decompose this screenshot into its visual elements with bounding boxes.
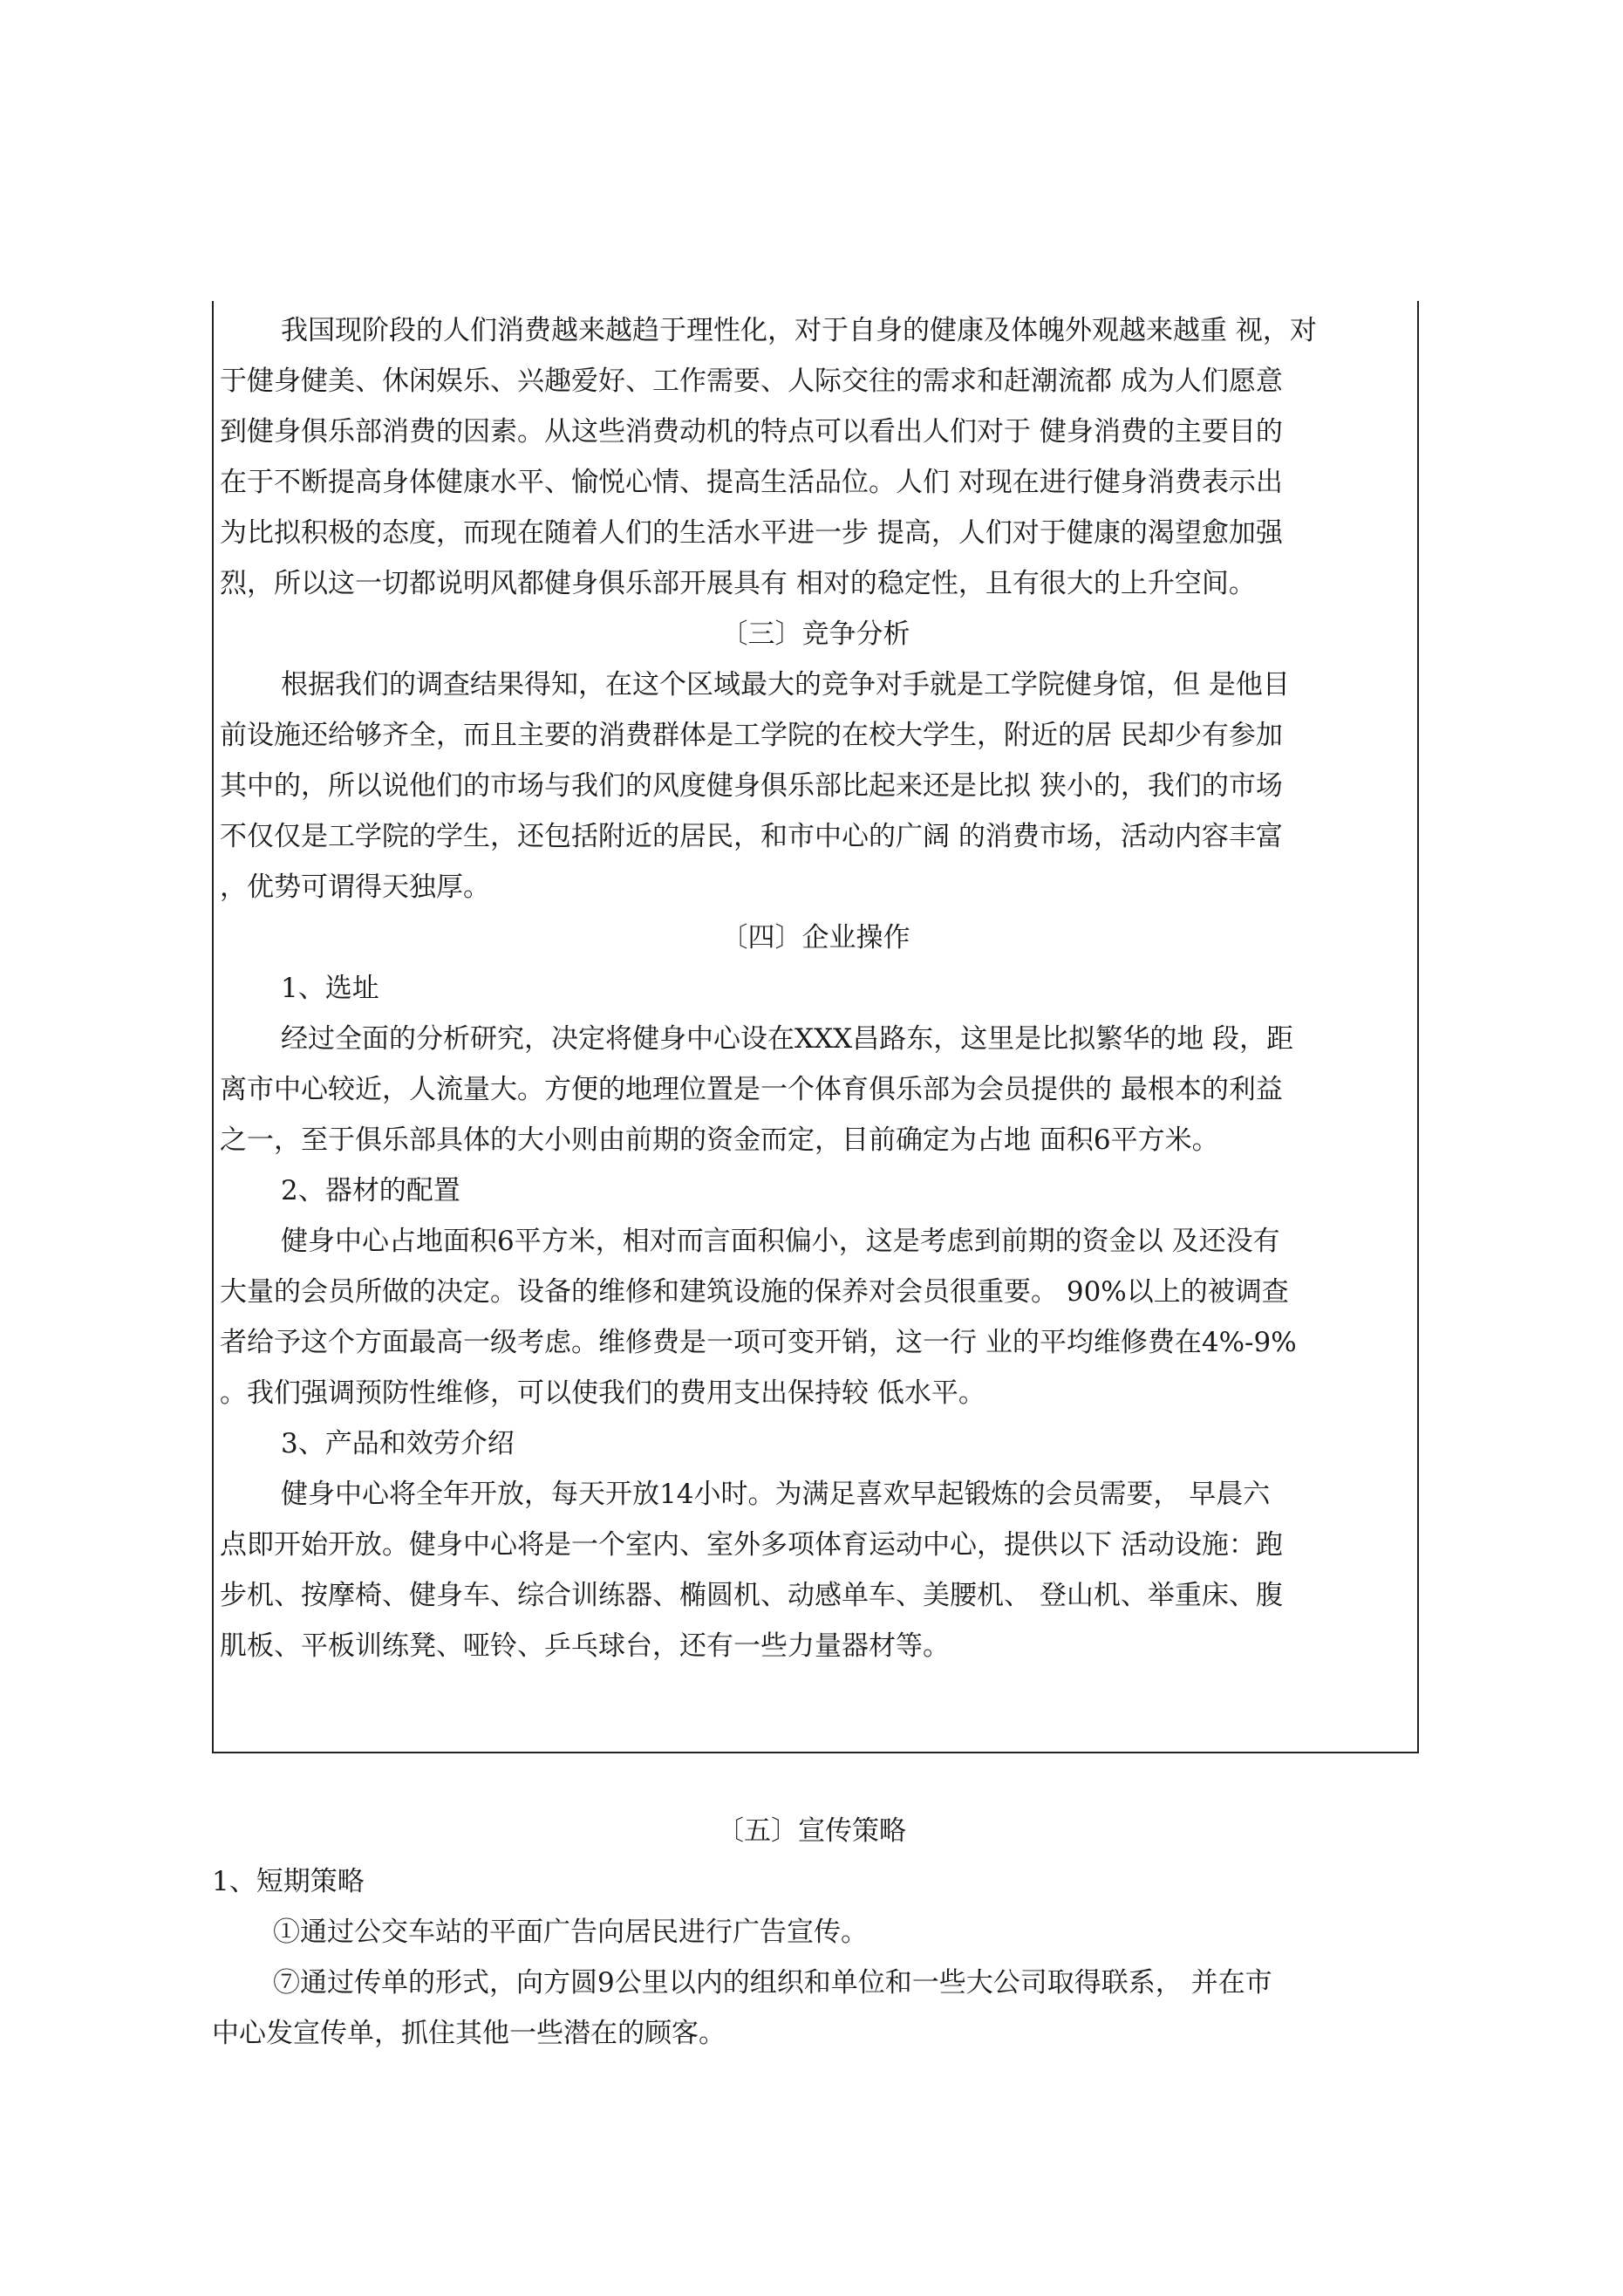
subheading-products-services: 3、产品和效劳介绍	[281, 1428, 515, 1459]
section-heading-promotion: 〔五〕宣传策略	[717, 1815, 906, 1847]
paragraph-5-line: 点即开始开放。健身中心将是一个室内、室外多项体育运动中心，提供以下 活动设施：跑	[220, 1529, 1283, 1561]
paragraph-3-line: 离市中心较近，人流量大。方便的地理位置是一个体育俱乐部为会员提供的 最根本的利益	[220, 1074, 1283, 1105]
paragraph-4-line: 大量的会员所做的决定。设备的维修和建筑设施的保养对会员很重要。 90%以上的被调查	[220, 1276, 1289, 1308]
paragraph-4-line: 。我们强调预防性维修，可以使我们的费用支出保持较 低水平。	[220, 1377, 985, 1409]
paragraph-5-line: 健身中心将全年开放，每天开放14小时。为满足喜欢早起锻炼的会员需要， 早晨六	[281, 1479, 1271, 1510]
promotion-item-1: ①通过公交车站的平面广告向居民进行广告宣传。	[273, 1917, 868, 1948]
paragraph-1-line: 到健身俱乐部消费的因素。从这些消费动机的特点可以看出人们对于 健身消费的主要目的	[220, 416, 1283, 448]
subheading-equipment: 2、器材的配置	[281, 1175, 460, 1206]
promotion-item-2-line: 中心发宣传单，抓住其他一些潜在的顾客。	[212, 2018, 726, 2049]
paragraph-1-line: 烈，所以这一切都说明风都健身俱乐部开展具有 相对的稳定性，且有很大的上升空间。	[220, 568, 1256, 599]
paragraph-2-line: 其中的，所以说他们的市场与我们的风度健身俱乐部比起来还是比拟 狭小的，我们的市场	[220, 770, 1283, 802]
paragraph-5-line: 步机、按摩椅、健身车、综合训练器、椭圆机、动感单车、美腰机、 登山机、举重床、腹	[220, 1580, 1283, 1611]
section-heading-operations: 〔四〕企业操作	[720, 922, 910, 953]
paragraph-3-line: 之一，至于俱乐部具体的大小则由前期的资金而定，目前确定为占地 面积6平方米。	[220, 1124, 1219, 1156]
paragraph-1-line: 为比拟积极的态度，而现在随着人们的生活水平进一步 提高，人们对于健康的渴望愈加强	[220, 517, 1283, 549]
paragraph-2-line: 不仅仅是工学院的学生，还包括附近的居民，和市中心的广阔 的消费市场，活动内容丰富	[220, 821, 1283, 852]
subheading-short-term: 1、短期策略	[212, 1866, 365, 1897]
paragraph-2-line: ，优势可谓得天独厚。	[220, 871, 490, 903]
bordered-text-box	[212, 301, 1419, 1753]
promotion-item-2-line: ⑦通过传单的形式，向方圆9公里以内的组织和单位和一些大公司取得联系， 并在市	[273, 1967, 1272, 1999]
paragraph-4-line: 健身中心占地面积6平方米，相对而言面积偏小，这是考虑到前期的资金以 及还没有	[281, 1226, 1280, 1257]
section-heading-competition: 〔三〕竞争分析	[720, 618, 910, 650]
subheading-site: 1、选址	[281, 973, 379, 1004]
paragraph-1-line: 在于不断提高身体健康水平、愉悦心情、提高生活品位。人们 对现在进行健身消费表示出	[220, 467, 1283, 498]
paragraph-3-line: 经过全面的分析研究，决定将健身中心设在XXX昌路东，这里是比拟繁华的地 段，距	[281, 1023, 1294, 1055]
paragraph-1-line: 我国现阶段的人们消费越来越趋于理性化，对于自身的健康及体魄外观越来越重 视，对	[281, 315, 1317, 346]
paragraph-1-line: 于健身健美、休闲娱乐、兴趣爱好、工作需要、人际交往的需求和赶潮流都 成为人们愿意	[220, 366, 1283, 397]
paragraph-4-line: 者给予这个方面最高一级考虑。维修费是一项可变开销，这一行 业的平均维修费在4%-9%	[220, 1327, 1297, 1358]
paragraph-2-line: 前设施还给够齐全，而且主要的消费群体是工学院的在校大学生，附近的居 民却少有参加	[220, 720, 1283, 751]
paragraph-2-line: 根据我们的调查结果得知，在这个区域最大的竞争对手就是工学院健身馆，但 是他目	[281, 669, 1290, 700]
paragraph-5-line: 肌板、平板训练凳、哑铃、乒乓球台，还有一些力量器材等。	[220, 1630, 950, 1662]
